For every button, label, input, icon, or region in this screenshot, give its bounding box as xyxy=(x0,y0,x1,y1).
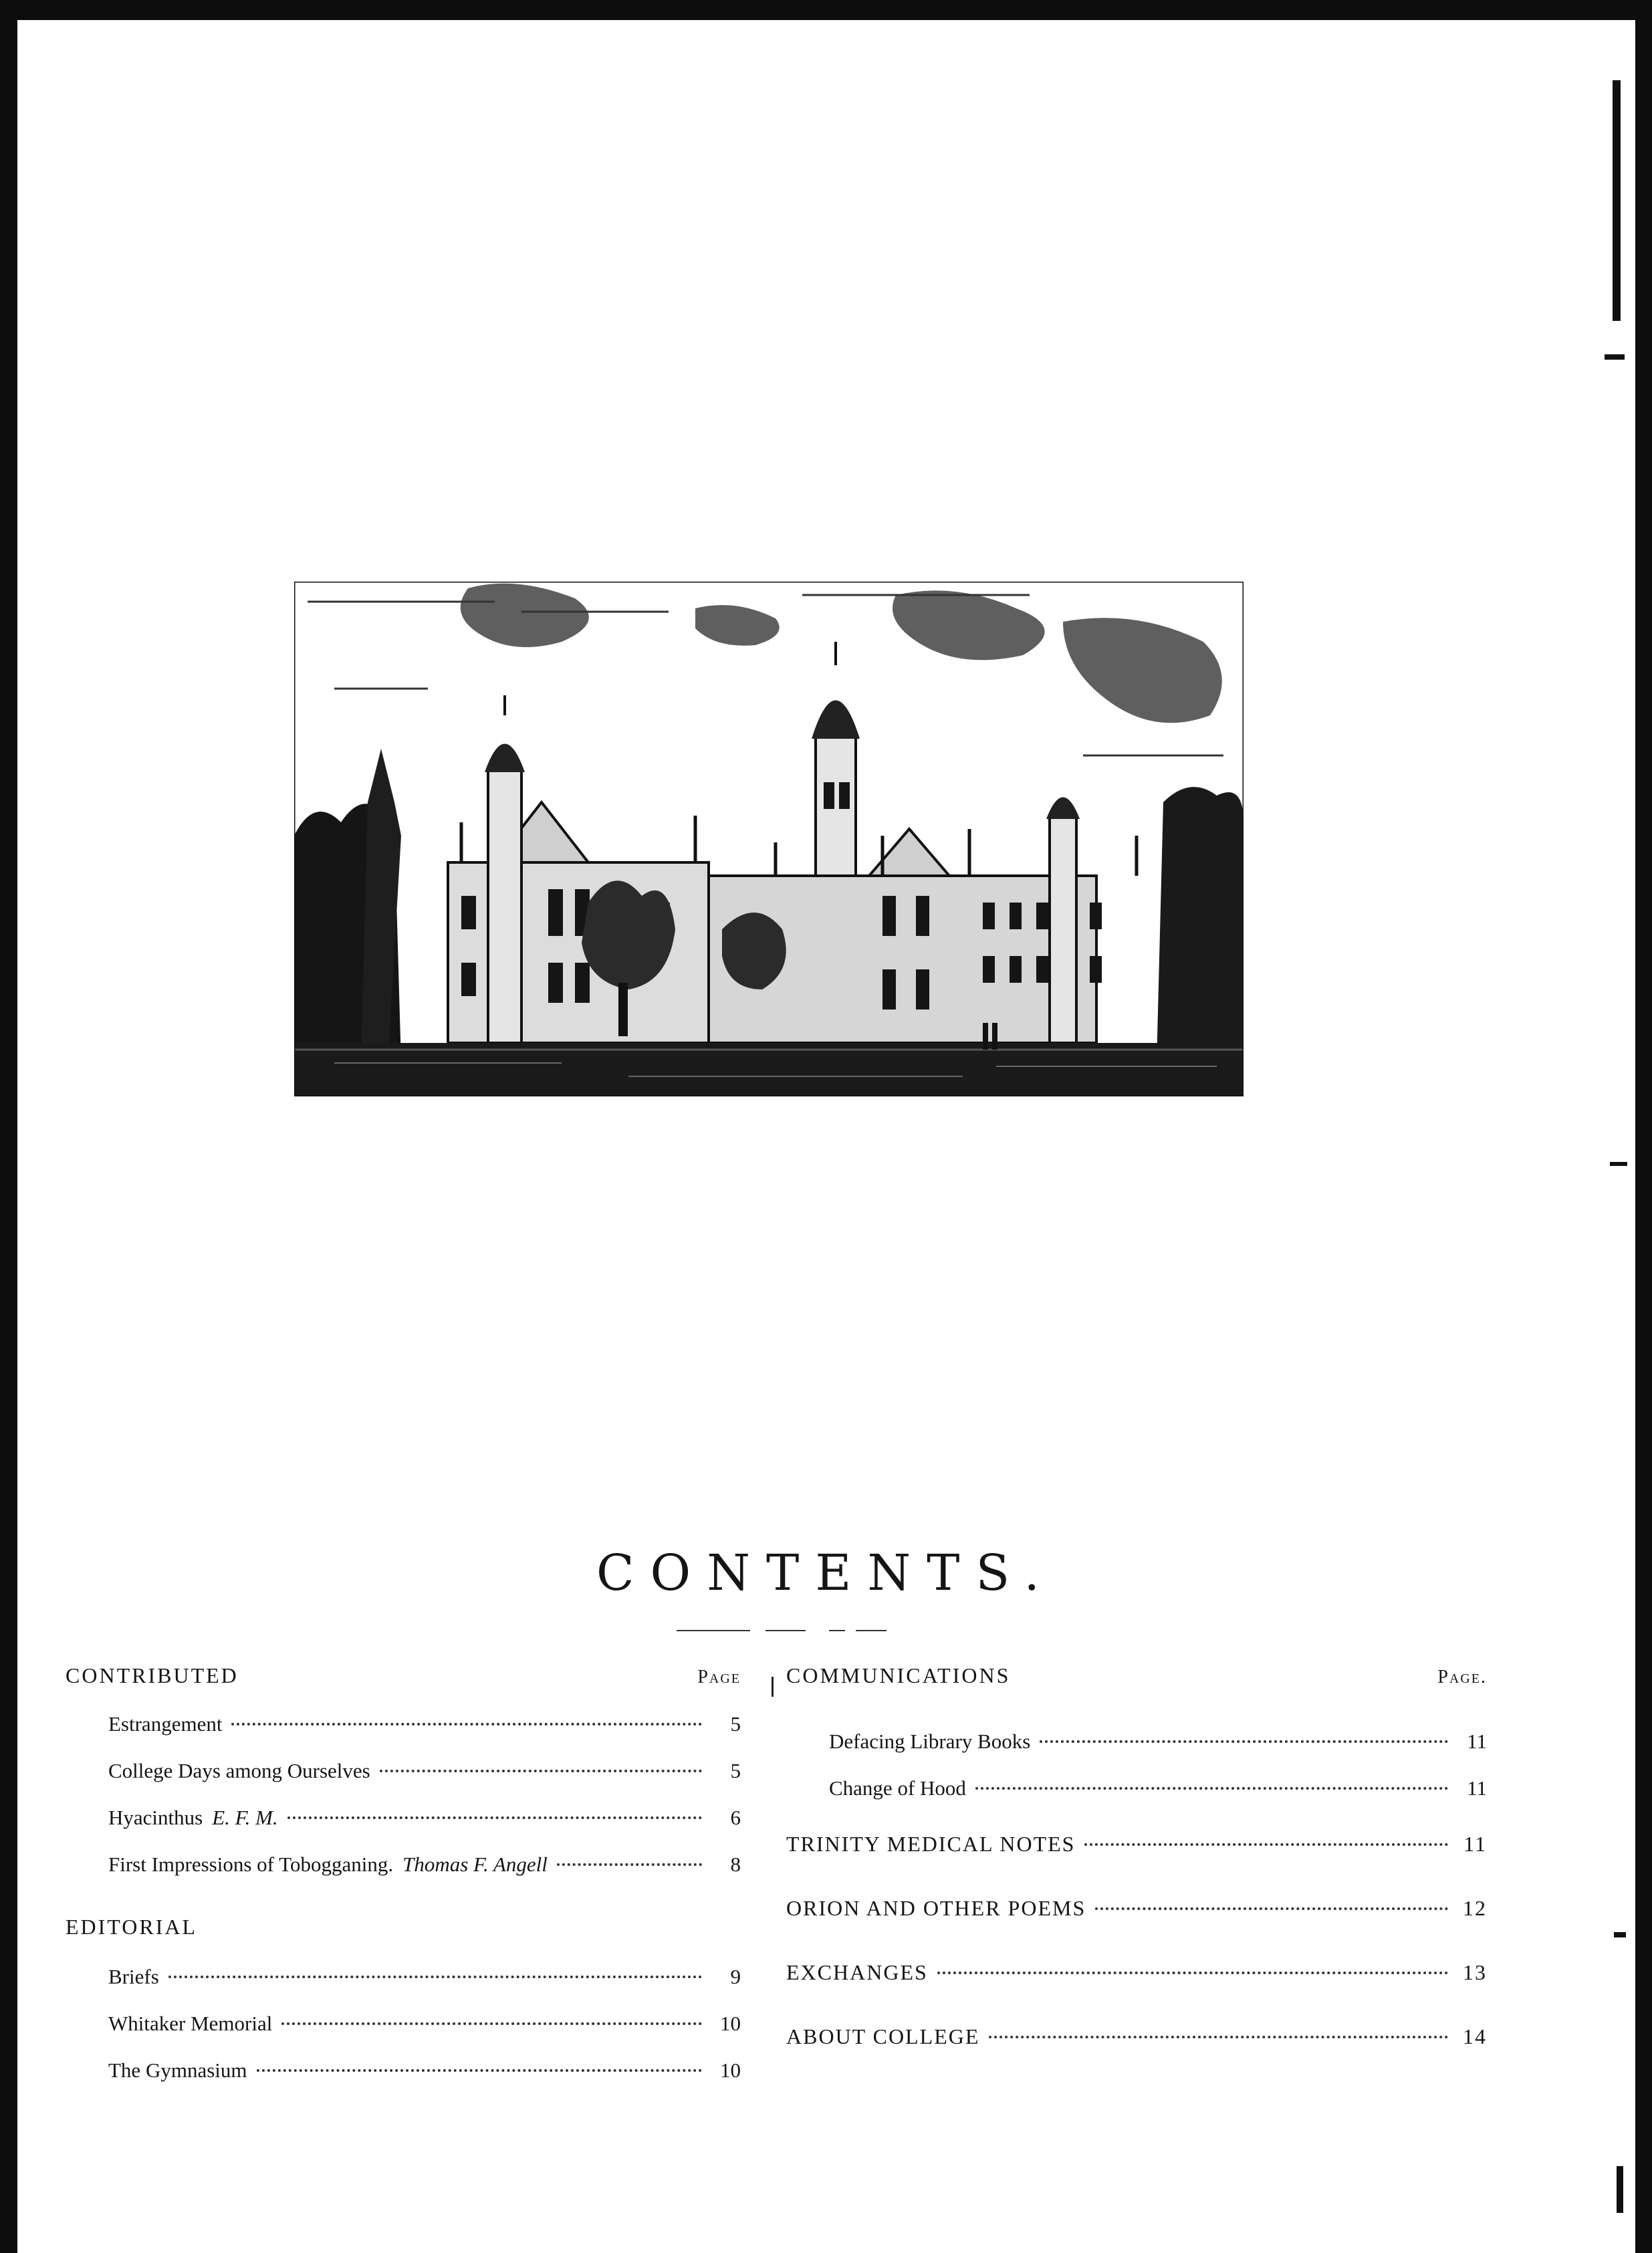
entry-page: 10 xyxy=(720,2058,741,2082)
entry-title: Hyacinthus xyxy=(108,1806,203,1829)
entry-page: 12 xyxy=(1463,1896,1487,1920)
section-header-communications xyxy=(786,1663,1487,1694)
entry-title: Defacing Library Books xyxy=(829,1730,1031,1753)
contents-right-column xyxy=(786,1663,1487,2068)
edge-mark xyxy=(1610,1162,1627,1166)
toc-entry xyxy=(66,1841,741,1888)
entry-page: 11 xyxy=(1467,1730,1487,1753)
dot-leader xyxy=(168,1976,702,1978)
entry-page: 5 xyxy=(730,1759,741,1782)
toc-section-entry xyxy=(786,1812,1487,1876)
entry-title: TRINITY MEDICAL NOTES xyxy=(786,1832,1076,1856)
entry-page: 10 xyxy=(720,2012,741,2035)
entry-title: ABOUT COLLEGE xyxy=(786,2024,980,2048)
heading-rule xyxy=(829,1630,845,1631)
toc-entry xyxy=(66,2000,741,2047)
contents-heading: CONTENTS. xyxy=(596,1544,1056,1602)
entry-author: Thomas F. Angell xyxy=(402,1853,548,1876)
toc-section-entry xyxy=(786,1940,1487,2004)
heading-rule xyxy=(677,1630,750,1631)
dot-leader xyxy=(257,2069,703,2072)
heading-rule xyxy=(765,1630,806,1631)
entry-page: 11 xyxy=(1467,1776,1487,1800)
dot-leader xyxy=(937,1972,1448,1974)
entry-title: Change of Hood xyxy=(829,1776,966,1800)
entry-title: Whitaker Memorial xyxy=(108,2012,273,2035)
toc-entry xyxy=(66,1953,741,2000)
toc-section-entry xyxy=(786,2004,1487,2068)
entry-page: 11 xyxy=(1463,1832,1487,1856)
page-border-left xyxy=(0,0,17,2253)
page-column-label: Page. xyxy=(1437,1667,1487,1687)
toc-entry xyxy=(66,1748,741,1794)
page-border-right xyxy=(1635,0,1652,2253)
section-header-contributed xyxy=(66,1663,741,1694)
section-title: CONTRIBUTED xyxy=(66,1663,239,1687)
edge-mark xyxy=(1614,1932,1626,1937)
section-title: EDITORIAL xyxy=(66,1915,198,1939)
toc-entry xyxy=(66,2047,741,2094)
entry-page: 14 xyxy=(1463,2024,1487,2048)
page-column-label: Page xyxy=(697,1667,741,1687)
dot-leader xyxy=(231,1723,702,1726)
heading-rule xyxy=(856,1630,887,1631)
entry-title: First Impressions of Tobogganing. xyxy=(108,1853,394,1876)
toc-entry xyxy=(66,1794,741,1841)
dot-leader xyxy=(989,2036,1448,2038)
dot-leader xyxy=(557,1863,702,1866)
entry-author: E. F. M. xyxy=(212,1806,278,1829)
dot-leader xyxy=(1040,1740,1448,1743)
section-title: COMMUNICATIONS xyxy=(786,1663,1011,1687)
entry-title: Briefs xyxy=(108,1965,159,1988)
entry-page: 5 xyxy=(730,1712,741,1736)
dot-leader xyxy=(975,1787,1448,1790)
edge-mark xyxy=(1613,80,1621,321)
entry-title: Estrangement xyxy=(108,1712,223,1736)
dot-leader xyxy=(281,2022,702,2025)
dot-leader xyxy=(1084,1843,1448,1846)
page-border-top xyxy=(0,0,1652,20)
dot-leader xyxy=(287,1816,702,1819)
dot-leader xyxy=(1095,1907,1448,1910)
entry-page: 8 xyxy=(730,1853,741,1876)
dot-leader xyxy=(380,1770,702,1772)
toc-entry xyxy=(66,1701,741,1748)
column-divider xyxy=(772,1677,774,1697)
college-engraving xyxy=(294,582,1244,1096)
entry-title: College Days among Ourselves xyxy=(108,1759,370,1782)
section-header-editorial xyxy=(66,1915,741,1948)
entry-page: 13 xyxy=(1463,1960,1487,1984)
toc-entry xyxy=(786,1718,1487,1765)
toc-section-entry xyxy=(786,1876,1487,1940)
entry-title: ORION AND OTHER POEMS xyxy=(786,1896,1086,1920)
entry-page: 6 xyxy=(730,1806,741,1829)
entry-title: The Gymnasium xyxy=(108,2058,247,2082)
entry-title: EXCHANGES xyxy=(786,1960,928,1984)
edge-mark xyxy=(1605,354,1625,360)
edge-mark xyxy=(1617,2166,1623,2213)
contents-left-column xyxy=(66,1663,741,2094)
toc-entry xyxy=(786,1765,1487,1812)
entry-page: 9 xyxy=(730,1965,741,1988)
